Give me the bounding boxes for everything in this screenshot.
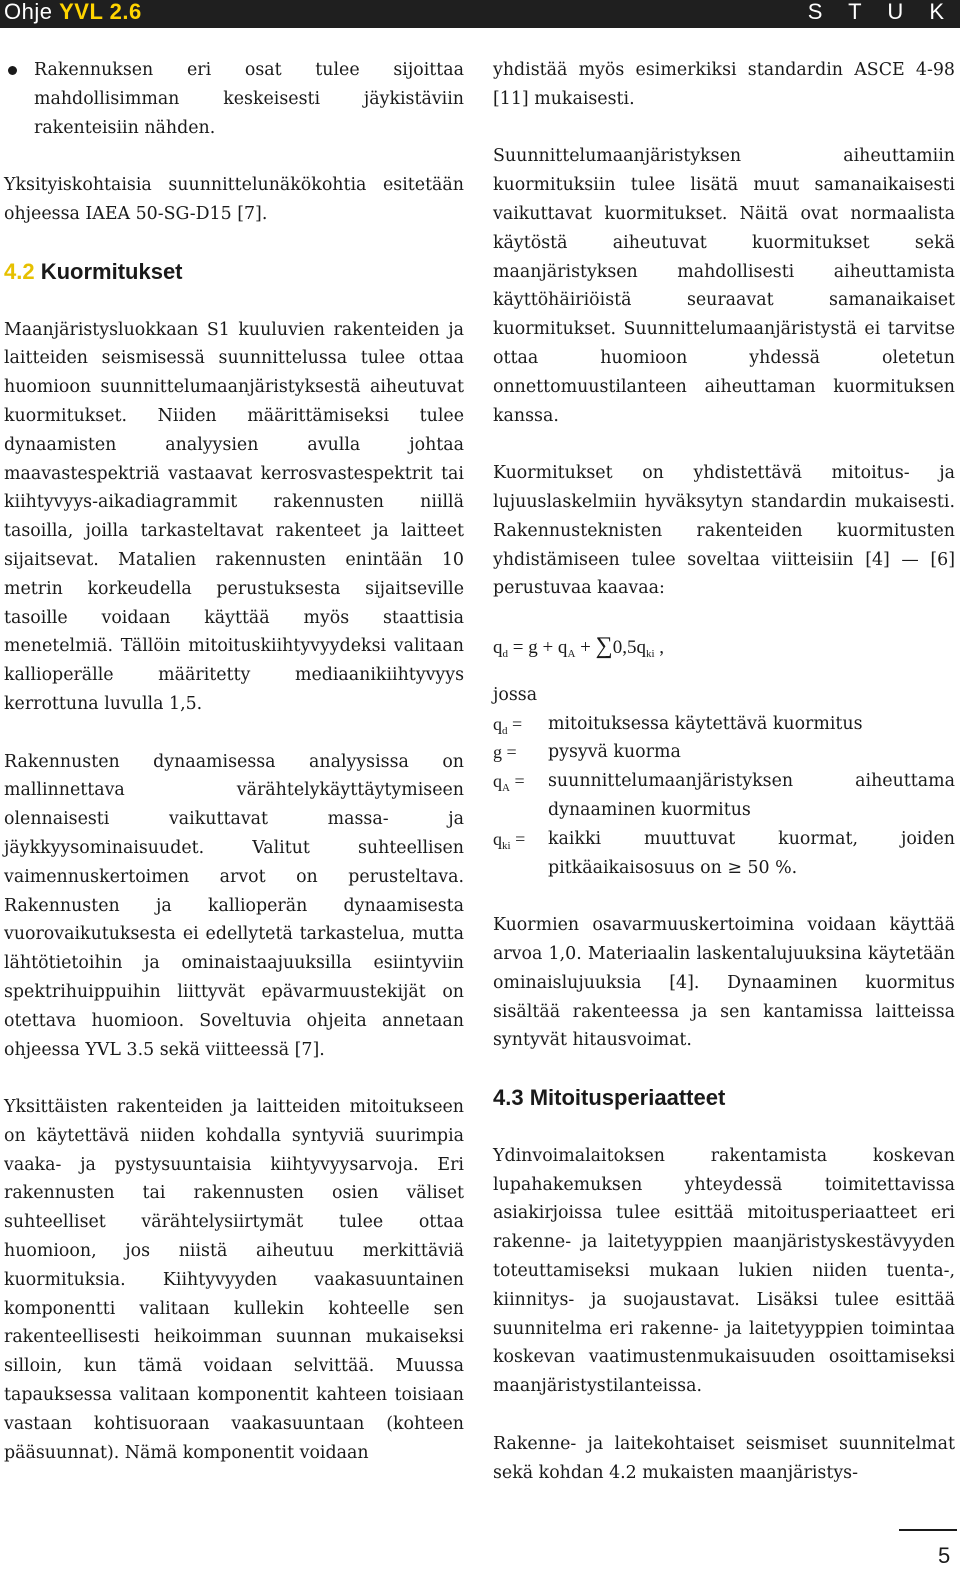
paragraph: yhdistää myös esimerkiksi standardin ASCE 4-98 [11] mukaisesti. — [493, 60, 955, 109]
where-label: jossa — [493, 684, 538, 705]
left-column — [4, 56, 464, 1467]
paragraph: Rakennusten dynaamisessa analyysissa on mallinnettava värähtelykäyttäytymiseen olennaisesti vaikuttavat massa- ja jäykkyysominaisuudet. Valitut suhteellisen vaimennuskertoimen arvot on perusteltava. Rakennusten ja kallioperän dynaamisesta vuorovaikutuksesta ei edellytetä tarkastelua, mutta lähtötietoihin ja ominaistaajuuksilla esiintyviin spektrihuippuihin liittyvät epävarmuustekijät on otettava huomioon. Soveltuvia ohjeita annetaan ohjeessa YVL 3.5 sekä viitteessä [7]. — [4, 751, 464, 1060]
paragraph: Yksittäisten rakenteiden ja laitteiden mitoitukseen on käytettävä niiden kohdalla syntyviä suurimpia vaaka- ja pystysuuntaisia kiihtyvyysarvoja. Eri rakennusten tai rakennusten osien väliset suhteelliset värähtelysiirtymät tulee ottaa huomioon, jos niistä aiheutuu merkittäviä kuormituksia. Kiihtyvyyden vaakasuuntainen komponentti valitaan kullekin kohteelle sen rakenteellisesti heikoimman suunnan mukaiseksi silloin, kun tämä voidaan selvittää. Muussa tapauksessa valitaan komponentit kahteen toisiaan vastaan kohtisuoraan vaakasuuntaan (kohteen pääsuunnat). Nämä komponentit voidaan — [4, 1097, 464, 1463]
definition-text: pysyvä kuorma — [548, 742, 681, 763]
paragraph: Suunnittelumaanjäristyksen aiheuttamiin kuormituksiin tulee lisätä muut samanaikaisesti vaikuttavat kuormitukset. Näitä ovat normaalista käytöstä aiheutuvat kuormitukset sekä maanjäristyksen mahdollisesti aiheuttamista käyttöhäiriöistä seuraavat samanaikaiset kuormitukset. Suunnittelumaanjäristystä ei tarvitse ottaa huomioon yhdessä oletetun onnettomuustilanteen aiheuttaman kuormituksen kanssa. — [493, 146, 955, 426]
paragraph: Maanjäristysluokkaan S1 kuuluvien rakenteiden ja laitteiden seismisessä suunnittelussa tulee ottaa huomioon suunnittelumaanjäristyksestä aiheutuvat kuormitukset. Niiden määrittämiseksi tulee dynaamisten analyysien avulla johtaa maavastespektriä vastaavat kerrosvastespektrit tai kiihtyvyys-aikadiagrammit rakennusten niillä tasoilla, joilla tarkasteltavat rakenteet ja laitteet sijaitsevat. Matalien rakennusten enintään 10 metrin korkeudella perustuksesta sijaitseville tasoille voidaan käyttää myös staattisia menetelmiä. Tällöin mitoituskiihtyvyydeksi valitaan kallioperälle määritetty mediaanikiihtyvyys kerrottuna luvulla 1,5. — [4, 319, 464, 714]
paragraph: Rakenne- ja laitekohtaiset seismiset suunnitelmat sekä kohdan 4.2 mukaisten maanjäristys- — [493, 1433, 955, 1483]
paragraph: Yksityiskohtaisia suunnittelunäkökohtia esitetään ohjeessa IAEA 50-SG-D15 [7]. — [4, 175, 464, 224]
document-label: Ohje YVL 2.6 — [4, 0, 142, 24]
right-column — [493, 56, 955, 1487]
organization-name: S T U K — [807, 0, 954, 24]
paragraph: Kuormien osavarmuuskertoimina voidaan käyttää arvoa 1,0. Materiaalin laskentalujuuksina käytetään ominaislujuuksia [4]. Dynaaminen kuormitus sisältää rakenteessa ja sen kantamissa laitteissa syntyvät hitausvoimat. — [493, 915, 955, 1051]
load-combination-formula: $q_d = g + q_A + \sum 0,5q_{ki}$ , — [493, 632, 665, 660]
page-number: 5 — [938, 1543, 951, 1568]
document-code: YVL 2.6 — [59, 0, 142, 24]
definition-text: suunnittelumaanjäristyksen aiheuttama dynaaminen kuormitus — [548, 771, 955, 820]
paragraph: Ydinvoimalaitoksen rakentamista koskevan lupahakemuksen yhteydessä toimitettavissa asiakirjoissa tulee esittää mitoitusperiaatteet eri rakenne- ja laitetyyppien maanjäristyskestävyyden toteuttamiseksi mukaan lukien niiden tuenta-, kiinnitys- ja suojaustavat. Lisäksi tulee esittää suunnitelma eri rakenne- ja laitetyyppien toimintaa koskevan vaatimustenmukaisuuden osoittamiseksi maanjäristystilanteissa. — [493, 1145, 955, 1397]
section-title: Kuormitukset — [34, 258, 183, 284]
definition-item — [493, 710, 955, 739]
bullet-text: Rakennuksen eri osat tulee sijoittaa mahdollisimman keskeisesti jäykistäviin rakenteisiin nähden. — [34, 60, 464, 138]
page-header — [0, 0, 960, 28]
definition-item — [493, 738, 955, 767]
bullet-item — [4, 56, 464, 142]
bullet-dot-icon — [8, 66, 17, 75]
definition-text: mitoituksessa käytettävä kuormitus — [548, 713, 863, 734]
definition-item — [493, 767, 955, 825]
definition-symbol: $q_{ki}$ = — [493, 828, 526, 852]
section-number: 4.2 — [4, 258, 35, 284]
definition-symbol: g = — [493, 742, 517, 763]
section-heading-4-3: 4.3 Mitoitusperiaatteet — [493, 1085, 726, 1111]
definition-item — [493, 825, 955, 883]
section-heading-4-2 — [4, 258, 464, 287]
definition-text: kaikki muuttuvat kuormat, joiden pitkäaikaisosuus on ≥ 50 %. — [548, 828, 955, 878]
definition-symbol: $q_A$ = — [493, 771, 525, 795]
definition-symbol: $q_d$ = — [493, 713, 523, 737]
paragraph: Kuormitukset on yhdistettävä mitoitus- ja lujuuslaskelmiin hyväksytyn standardin mukaisesti. Rakennusteknisten rakenteiden kuormitusten yhdistämiseen tulee soveltaa viitteisiin [4] — [6] perustuvaa kaavaa: — [493, 463, 955, 599]
sum-symbol: ∑ — [595, 632, 613, 659]
footer-rule — [899, 1529, 957, 1531]
